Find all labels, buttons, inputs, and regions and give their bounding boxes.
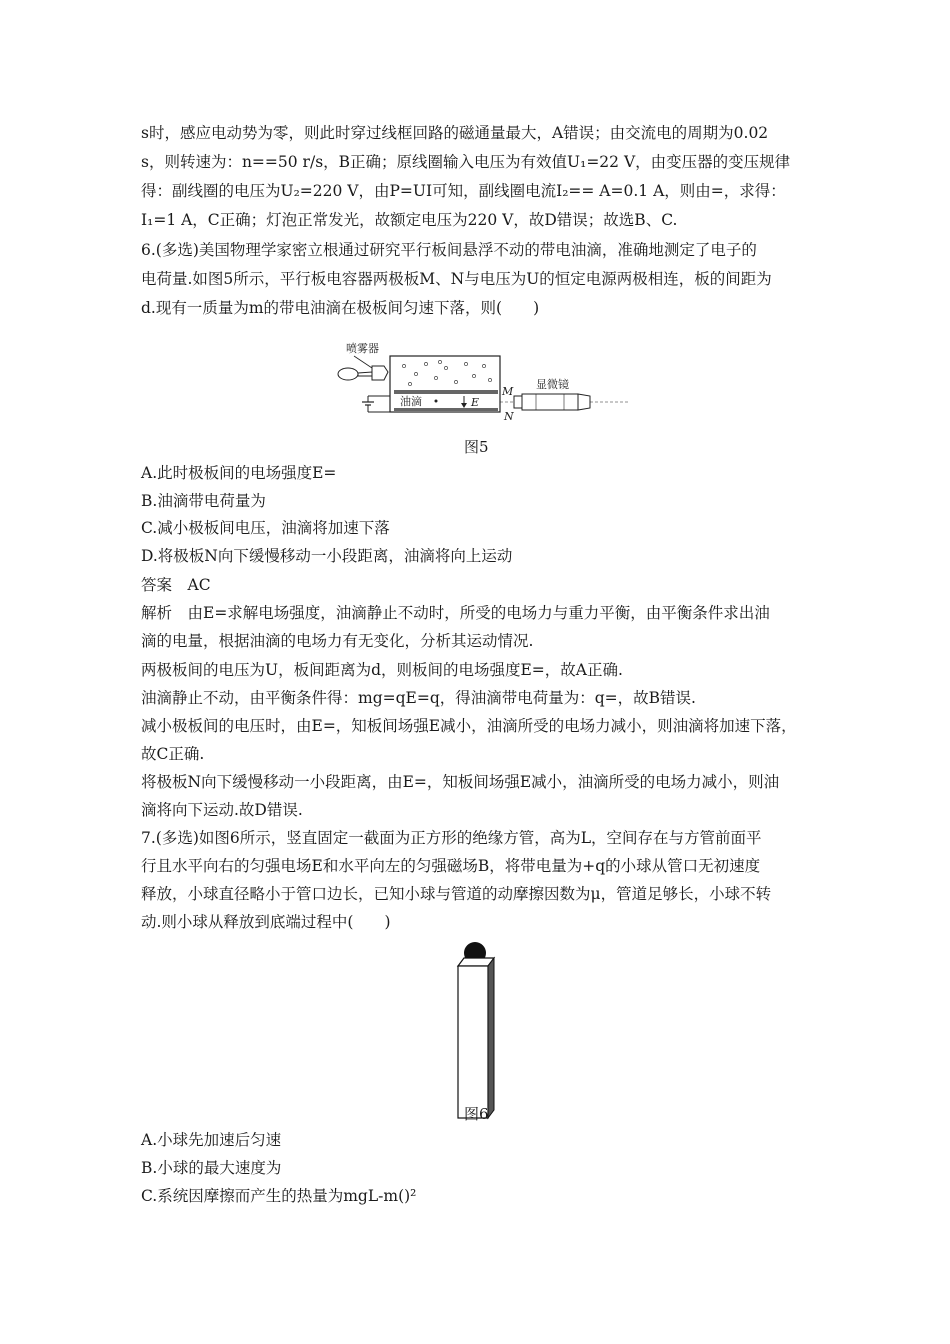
oil-drop-label: 油滴: [400, 395, 422, 408]
text-line: 得：副线圈的电压为U₂=220 V，由P=UI可知，副线圈电流I₂== A=0.1 A，则由=，求得：: [141, 182, 786, 200]
figure-5-millikan-apparatus: [328, 338, 628, 422]
option-a: A.此时极板间的电场强度E=: [141, 464, 337, 482]
question-7-stem: 动.则小球从释放到底端过程中( ): [141, 913, 391, 931]
analysis-line: 故C正确.: [141, 745, 205, 763]
option-b: B.油滴带电荷量为: [141, 492, 266, 510]
figure-6-caption: 图6: [464, 1105, 489, 1123]
option-a: A.小球先加速后匀速: [141, 1131, 282, 1149]
analysis-line: 两极板间的电压为U，板间距离为d，则板间的电场强度E=，故A正确.: [141, 661, 623, 679]
analysis-line: 滴将向下运动.故D错误.: [141, 801, 303, 819]
plate-M-label: M: [502, 385, 514, 398]
figure-5-caption: 图5: [464, 438, 489, 456]
option-b: B.小球的最大速度为: [141, 1159, 282, 1177]
sprayer-label: 喷雾器: [346, 342, 379, 355]
plate-N-label: N: [504, 410, 514, 422]
figure-6-square-tube: [448, 936, 508, 1122]
option-d: D.将极板N向下缓慢移动一小段距离，油滴将向上运动: [141, 547, 513, 565]
option-c: C.系统因摩擦而产生的热量为mgL-m()²: [141, 1187, 417, 1205]
analysis-line: 将极板N向下缓慢移动一小段距离，由E=，知板间场强E减小，油滴所受的电场力减小，则油: [141, 773, 780, 791]
question-7-stem: 行且水平向右的匀强电场E和水平向左的匀强磁场B，将带电量为+q的小球从管口无初速度: [141, 857, 761, 875]
analysis-line: 解析 由E=求解电场强度，油滴静止不动时，所受的电场力与重力平衡，由平衡条件求出油: [141, 604, 770, 622]
answer: 答案 AC: [141, 576, 211, 594]
text-line: s时，感应电动势为零，则此时穿过线框回路的磁通量最大，A错误；由交流电的周期为0.02: [141, 124, 769, 142]
analysis-line: 减小极板间的电压时，由E=，知板间场强E减小，油滴所受的电场力减小，则油滴将加速下落，: [141, 717, 797, 735]
option-c: C.减小极板间电压，油滴将加速下落: [141, 519, 390, 537]
field-E-label: E: [471, 396, 480, 409]
question-7-stem: 7.(多选)如图6所示，竖直固定一截面为正方形的绝缘方管，高为L，空间存在与方管前面平: [141, 829, 762, 847]
analysis-line: 滴的电量，根据油滴的电场力有无变化，分析其运动情况.: [141, 632, 534, 650]
text-line: I₁=1 A，C正确；灯泡正常发光，故额定电压为220 V，故D错误；故选B、C.: [141, 211, 678, 229]
analysis-line: 油滴静止不动，由平衡条件得：mg=qE=q，得油滴带电荷量为：q=，故B错误.: [141, 689, 696, 707]
question-7-stem: 释放，小球直径略小于管口边长，已知小球与管道的动摩擦因数为μ，管道足够长，小球不转: [141, 885, 772, 903]
microscope-label: 显微镜: [536, 378, 569, 391]
question-6-stem: 电荷量.如图5所示，平行板电容器两极板M、N与电压为U的恒定电源两极相连，板的间距为: [141, 270, 772, 288]
text-line: s，则转速为：n==50 r/s，B正确；原线圈输入电压为有效值U₁=22 V，由变压器的变压规律: [141, 153, 791, 171]
question-6-stem: 6.(多选)美国物理学家密立根通过研究平行板间悬浮不动的带电油滴，准确地测定了电子的: [141, 241, 757, 259]
question-6-stem: d.现有一质量为m的带电油滴在极板间匀速下落，则( ): [141, 299, 540, 317]
